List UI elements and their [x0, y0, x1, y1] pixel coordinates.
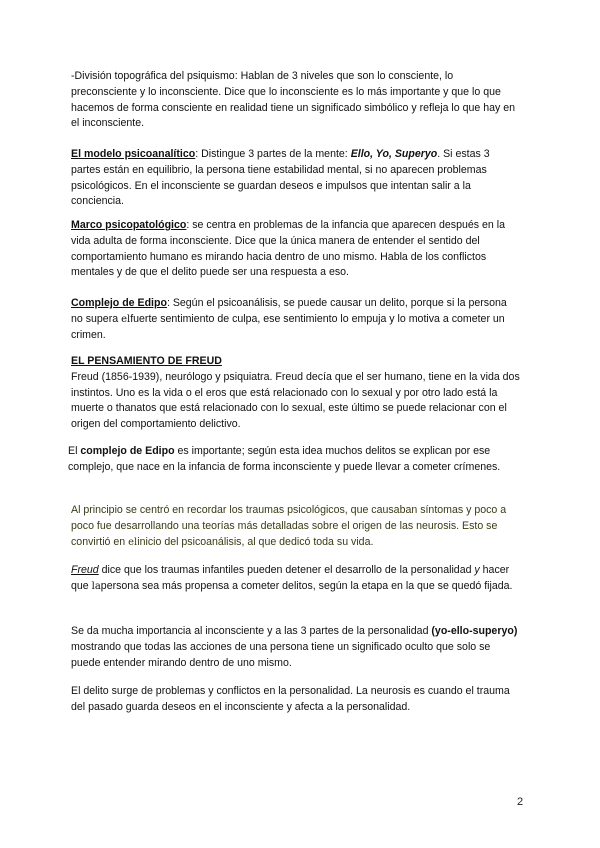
paragraph-text: mostrando que todas las acciones de una persona tiene un significado oculto que solo se puede entender mirando dentro de uno mismo.	[71, 640, 491, 669]
paragraph-traumas-psicologicos	[71, 503, 521, 550]
paragraph-text: : se centra en problemas de la infancia que aparecen después en la vida adulta de forma inconsciente. Dice que la única manera de entender el sentido del comportamiento humano es mirando hacia dentro de uno mismo. Habla de los conflictos mentales y de que el delito puede ser una respuesta a eso.	[71, 219, 505, 279]
term-freud: Freud	[71, 564, 99, 576]
paragraph-text: dice que los traumas infantiles pueden detener el desarrollo de la personalidad	[98, 564, 475, 576]
paragraph-complejo-edipo-importancia	[68, 444, 521, 476]
paragraph-text: : Distingue 3 partes de la mente:	[195, 148, 351, 160]
paragraph-text: El delito surge de problemas y conflictos en la personalidad. La neurosis es cuando el trauma del pasado guarda deseos en el inconsciente y afecta a la personalidad.	[71, 685, 510, 713]
paragraph-inconsciente	[71, 624, 521, 671]
heading-marco-psicopatologico: Marco psicopatológico	[71, 219, 187, 231]
paragraph-modelo-psicoanalitico	[71, 147, 521, 210]
inline-word: el	[121, 313, 131, 325]
paragraph-traumas-infantiles	[71, 563, 521, 595]
term-ello-yo-superyo: Ello, Yo, Superyo	[350, 148, 438, 160]
paragraph-text: Al principio se centró en recordar los traumas psicológicos, que causaban síntomas y poco a poco fue desarrollando una teorías más detalladas sobre el origen de las neurosis. Esto se convirtió en	[71, 504, 507, 548]
inline-word: el	[128, 536, 138, 548]
paragraph-complejo-edipo	[71, 296, 521, 343]
paragraph-text: es importante; según esta idea muchos delitos se explican por ese complejo, que nace en la infancia de forma inconsciente y puede llevar a cometer crímenes.	[68, 445, 501, 473]
heading-pensamiento-freud: EL PENSAMIENTO DE FREUD	[71, 355, 222, 367]
paragraph-text: El	[68, 445, 81, 457]
heading-modelo-psicoanalitico: El modelo psicoanalítico	[71, 148, 196, 160]
term-complejo-edipo: complejo de Edipo	[80, 445, 175, 457]
paragraph-pensamiento-freud	[71, 354, 521, 433]
paragraph-text: Se da mucha importancia al inconsciente y a las 3 partes de la personalidad	[71, 625, 432, 637]
heading-complejo-edipo: Complejo de Edipo	[71, 297, 167, 309]
paragraph-topografia	[71, 69, 521, 132]
paragraph-text: Freud (1856-1939), neurólogo y psiquiatra. Freud decía que el ser humano, tiene en la vida dos instintos. Uno es la vida o el eros que está relacionado con lo sexual y por otro lado está la muerte o thanatos que está relacionado con lo sexual, este último se puede relacionar con el origen del comportamiento delictivo.	[71, 370, 520, 431]
paragraph-text: inicio del psicoanálisis, al que dedicó toda su vida.	[137, 535, 374, 548]
paragraph-marco-psicopatologico	[71, 218, 521, 281]
page-number: 2	[517, 796, 524, 808]
paragraph-text: . Si estas 3 partes están en equilibrio, la persona tiene estabilidad mental, si no aparecen problemas psicológicos. En el inconsciente se guardan deseos e impulsos que intentan salir a la conciencia.	[71, 148, 490, 208]
inline-word: la	[91, 580, 101, 592]
paragraph-text: -División topográfica del psiquismo: Hablan de 3 niveles que son lo consciente, lo preconsciente y lo inconsciente. Dice que lo inconsciente es lo más importante y que lo que hacemos de forma consciente en realidad tiene un significado simbólico y refleja lo que hay en el inconsciente.	[71, 70, 516, 130]
term-yo-ello-superyo: (yo-ello-superyo)	[431, 625, 518, 637]
paragraph-text: persona sea más propensa a cometer delitos, según la etapa en la que se quedó fijada.	[100, 579, 513, 592]
paragraph-delito-neurosis	[71, 684, 521, 716]
paragraph-text: hacer que	[71, 564, 510, 592]
paragraph-text: fuerte sentimiento de culpa, ese sentimiento lo empuja y lo motiva a cometer un crimen.	[71, 312, 505, 341]
inline-word: y	[474, 564, 480, 576]
paragraph-text: : Según el psicoanálisis, se puede causar un delito, porque si la persona no supera	[71, 297, 507, 325]
